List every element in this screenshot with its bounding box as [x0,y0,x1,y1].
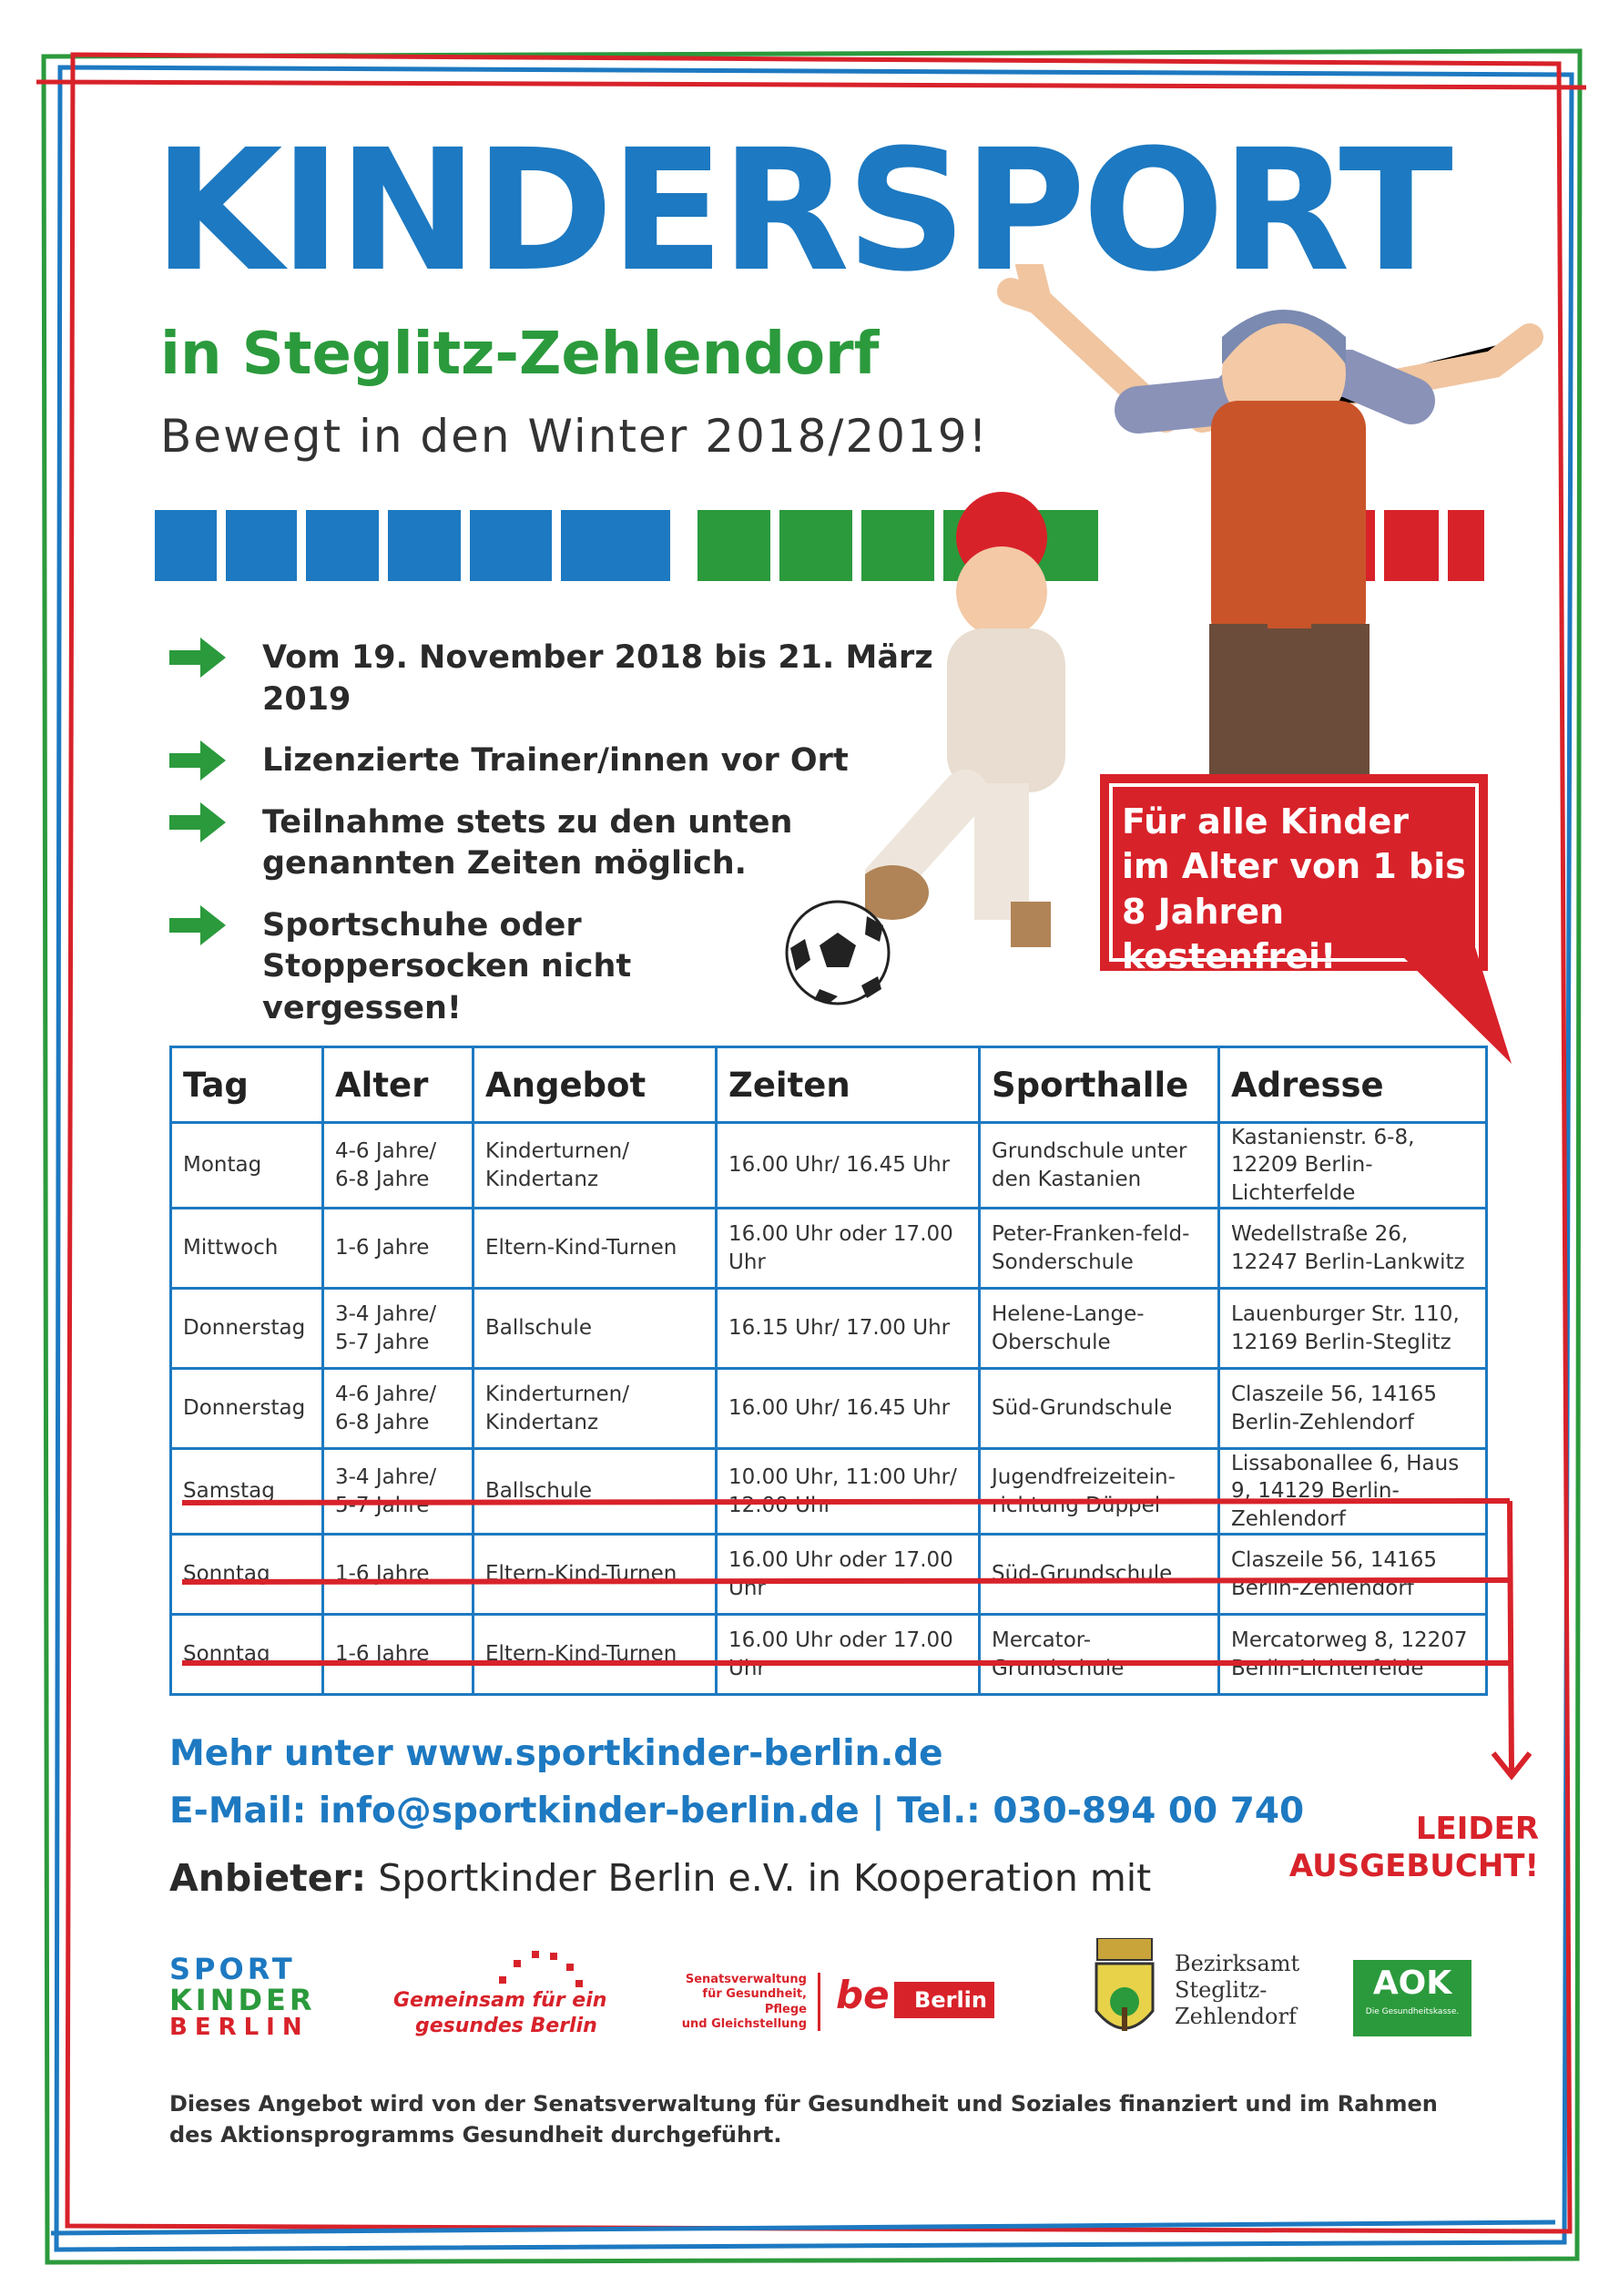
dots-arc-icon [494,1940,585,1995]
table-row-cancelled [171,1535,1487,1615]
cell-hall: Süd-Grundschule [980,1369,1219,1449]
sold-out-notice [1257,1811,1539,1885]
cell-address: Lauenburger Str. 110, 12169 Berlin-Steglitz [1219,1289,1487,1369]
cell-offer: Eltern-Kind-Turnen [473,1535,717,1615]
bullet-text: Vom 19. November 2018 bis 21. März 2019 [262,639,933,718]
cell-address: Claszeile 56, 14165 Berlin-Zehlendorf [1219,1369,1487,1449]
table-header-row [171,1047,1487,1123]
cell-offer: Eltern-Kind-Turnen [473,1615,717,1695]
cell-time: 16.00 Uhr oder 17.00 Uhr [717,1615,980,1695]
table-row-cancelled [171,1615,1487,1695]
poster-tagline: Bewegt in den Winter 2018/2019! [160,410,989,463]
cell-age: 1-6 Jahre [323,1615,473,1695]
cell-time: 16.15 Uhr/ 17.00 Uhr [717,1289,980,1369]
arrow-right-icon [169,905,226,945]
column-header-adresse: Adresse [1219,1047,1487,1123]
sportkinder-logo: SPORT KINDER BERLIN [169,1952,316,2042]
arrow-right-icon [169,638,226,678]
column-header-angebot: Angebot [473,1047,717,1123]
column-header-sporthalle: Sporthalle [980,1047,1219,1123]
cell-hall: Grundschule unter den Kastanien [980,1123,1219,1209]
cell-time: 10.00 Uhr, 11:00 Uhr/ 12.00 Uhr [717,1449,980,1535]
sold-out-line1: LEIDER [1415,1811,1539,1847]
cell-age: 3-4 Jahre/ 5-7 Jahre [323,1289,473,1369]
website-text: Mehr unter www.sportkinder-berlin.de [169,1733,943,1774]
cell-age: 1-6 Jahre [323,1209,473,1289]
table-row [171,1289,1487,1369]
cell-address: Lissabonallee 6, Haus 9, 14129 Berlin-Zehlendorf [1219,1449,1487,1535]
cell-offer: Ballschule [473,1289,717,1369]
poster-title: KINDERSPORT [153,114,1450,309]
contact-text: E-Mail: info@sportkinder-berlin.de | Tel.: 030-894 00 740 [169,1791,1305,1832]
cell-day: Samstag [171,1449,323,1535]
column-header-tag: Tag [171,1047,323,1123]
table-row-cancelled [171,1449,1487,1535]
poster-subtitle: in Steglitz-Zehlendorf [160,321,880,388]
arrow-right-icon [169,740,226,781]
cell-time: 16.00 Uhr/ 16.45 Uhr [717,1369,980,1449]
table-row [171,1123,1487,1209]
cell-offer: Kinderturnen/ Kindertanz [473,1369,717,1449]
free-for-kids-callout [1100,774,1488,977]
cell-age: 3-4 Jahre/ 5-7 Jahre [323,1449,473,1535]
table-row [171,1209,1487,1289]
feature-bullet-list [169,638,989,1049]
callout-text: Für alle Kinder im Alter von 1 bis 8 Jahren kostenfrei! [1122,801,1466,977]
cell-day: Sonntag [171,1535,323,1615]
cell-hall: Mercator-Grundschule [980,1615,1219,1695]
cell-age: 1-6 Jahre [323,1535,473,1615]
cell-address: Mercatorweg 8, 12207 Berlin-Lichterfelde [1219,1615,1487,1695]
cell-time: 16.00 Uhr oder 17.00 Uhr [717,1535,980,1615]
cell-hall: Peter-Franken-feld-Sonderschule [980,1209,1219,1289]
cell-age: 4-6 Jahre/ 6-8 Jahre [323,1123,473,1209]
bullet-text: Sportschuhe oder Stoppersocken nicht vergessen! [262,906,632,1026]
bezirksamt-logo: Bezirksamt Steglitz- Zehlendorf [1093,1938,1329,2056]
cell-address: Claszeile 56, 14165 Berlin-Zehlendorf [1219,1535,1487,1615]
cell-offer: Kinderturnen/ Kindertanz [473,1123,717,1209]
cell-day: Mittwoch [171,1209,323,1289]
column-header-alter: Alter [323,1047,473,1123]
bullet-text: Lizenzierte Trainer/innen vor Ort [262,742,849,779]
sold-out-line2: AUSGEBUCHT! [1288,1847,1539,1884]
schedule-table [169,1046,1488,1696]
cell-day: Donnerstag [171,1289,323,1369]
cell-address: Wedellstraße 26, 12247 Berlin-Lankwitz [1219,1209,1487,1289]
provider-value: Sportkinder Berlin e.V. in Kooperation mit [378,1856,1152,1900]
cell-time: 16.00 Uhr/ 16.45 Uhr [717,1123,980,1209]
provider-label: Anbieter: [169,1856,367,1900]
aok-logo: AOK Die Gesundheitskasse. [1353,1960,1471,2036]
cell-offer: Ballschule [473,1449,717,1535]
bullet-item [169,802,989,885]
column-header-zeiten: Zeiten [717,1047,980,1123]
cell-hall: Helene-Lange-Oberschule [980,1289,1219,1369]
funding-footer-text: Dieses Angebot wird von der Senatsverwaltung für Gesundheit und Soziales finanziert und im Rahmen des Aktionsprogramms Gesundheit durchgeführt. [169,2091,1438,2148]
cell-hall: Jugendfreizeitein-richtung Düppel [980,1449,1219,1535]
cell-time: 16.00 Uhr oder 17.00 Uhr [717,1209,980,1289]
bullet-item [169,740,989,782]
cell-hall: Süd-Grundschule [980,1535,1219,1615]
bullet-text: Teilnahme stets zu den unten genannten Zeiten möglich. [262,803,793,882]
cell-offer: Eltern-Kind-Turnen [473,1209,717,1289]
bullet-item [169,638,989,720]
cell-day: Sonntag [171,1615,323,1695]
bullet-item [169,905,989,1030]
cell-age: 4-6 Jahre/ 6-8 Jahre [323,1369,473,1449]
cell-day: Donnerstag [171,1369,323,1449]
cell-address: Kastanienstr. 6-8, 12209 Berlin-Lichterfelde [1219,1123,1487,1209]
table-row [171,1369,1487,1449]
cell-day: Montag [171,1123,323,1209]
arrow-right-icon [169,802,226,842]
coat-of-arms-icon [1093,1938,1156,2047]
provider-text [169,1856,1151,1900]
